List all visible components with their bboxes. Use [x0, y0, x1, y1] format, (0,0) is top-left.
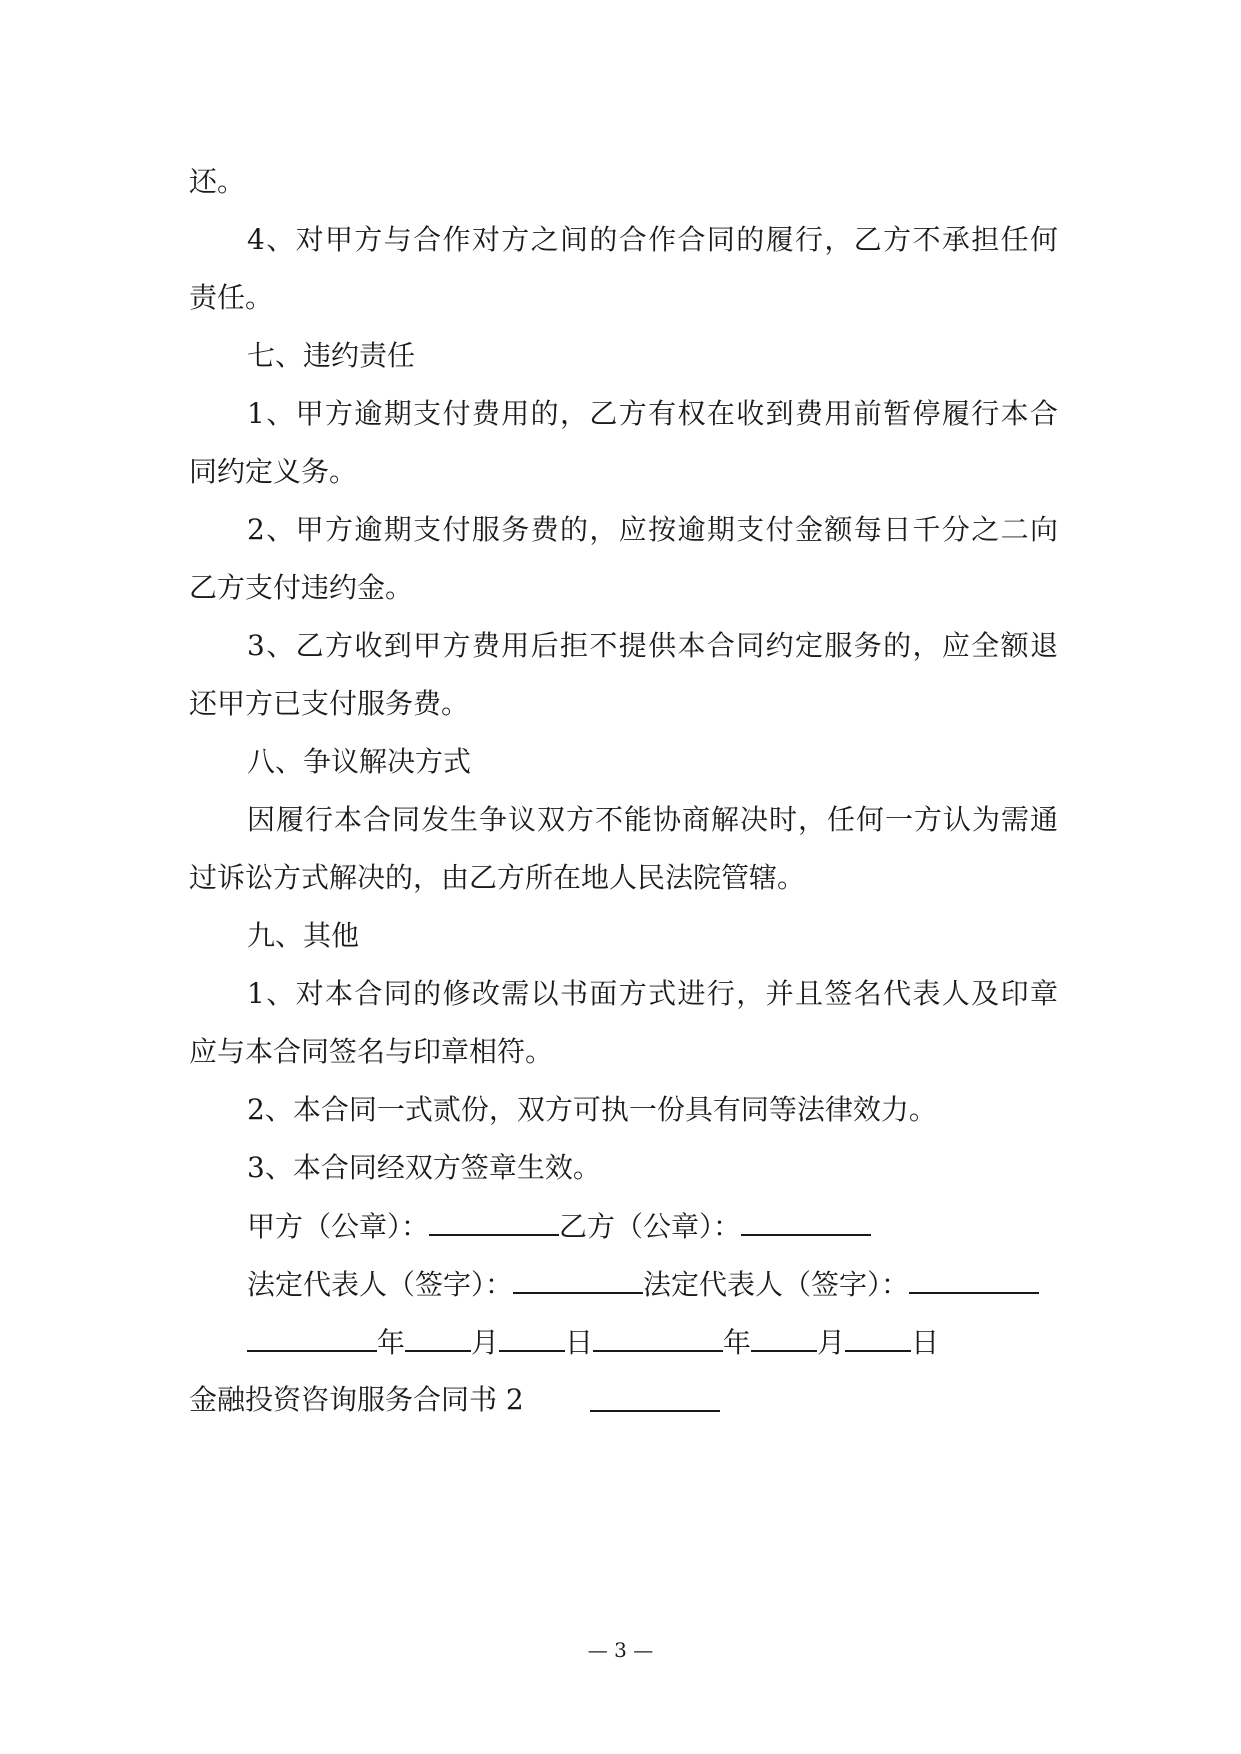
text-line: 1、对本合同的修改需以书面方式进行，并且签名代表人及印章: [247, 977, 1058, 1010]
party-b-seal-label: 乙方（公章）：: [559, 1210, 742, 1243]
date-a-year-blank[interactable]: [247, 1322, 377, 1352]
year-label: 年: [377, 1326, 406, 1359]
date-b-month-blank[interactable]: [751, 1322, 817, 1352]
date-b-day-blank[interactable]: [845, 1322, 911, 1352]
party-b-seal-blank[interactable]: [741, 1206, 871, 1236]
text-line: 3、本合同经双方签章生效。: [247, 1151, 601, 1184]
date-a-month-blank[interactable]: [405, 1322, 471, 1352]
rep-b-blank[interactable]: [909, 1264, 1039, 1294]
date-a-day-blank[interactable]: [499, 1322, 565, 1352]
section-heading: 七、违约责任: [247, 339, 416, 372]
representative-line: [247, 1264, 1039, 1305]
date-line: [247, 1322, 939, 1363]
text-line: 还甲方已支付服务费。: [189, 687, 470, 720]
text-line: 4、对甲方与合作对方之间的合作合同的履行，乙方不承担任何: [247, 223, 1058, 256]
title-trailing-blank: [590, 1382, 720, 1412]
rep-a-label: 法定代表人（签字）：: [247, 1268, 514, 1301]
text-line: 同约定义务。: [189, 455, 358, 488]
rep-a-blank[interactable]: [513, 1264, 643, 1294]
day-label: 日: [565, 1326, 594, 1359]
text-line: 1、甲方逾期支付费用的，乙方有权在收到费用前暂停履行本合: [247, 397, 1058, 430]
section-heading: 九、其他: [247, 919, 360, 952]
text-line: 应与本合同签名与印章相符。: [189, 1035, 554, 1068]
month-label: 月: [471, 1326, 500, 1359]
month-label: 月: [817, 1326, 846, 1359]
seal-line: [247, 1206, 871, 1247]
text-line: 还。: [189, 165, 246, 198]
day-label: 日: [911, 1326, 940, 1359]
page-number: — 3 —: [587, 1638, 654, 1662]
year-label: 年: [723, 1326, 752, 1359]
date-b-year-blank[interactable]: [593, 1322, 723, 1352]
text-line: 2、本合同一式贰份，双方可执一份具有同等法律效力。: [247, 1093, 937, 1126]
text-line: 因履行本合同发生争议双方不能协商解决时，任何一方认为需通: [247, 803, 1058, 836]
text-line: 2、甲方逾期支付服务费的，应按逾期支付金额每日千分之二向: [247, 513, 1058, 546]
text-line: 过诉讼方式解决的，由乙方所在地人民法院管辖。: [189, 861, 806, 894]
next-document-title: 金融投资咨询服务合同书 2: [189, 1383, 524, 1416]
party-a-seal-blank[interactable]: [429, 1206, 559, 1236]
section-heading: 八、争议解决方式: [247, 745, 472, 778]
rep-b-label: 法定代表人（签字）：: [643, 1268, 910, 1301]
text-line: 乙方支付违约金。: [189, 571, 414, 604]
text-line: 3、乙方收到甲方费用后拒不提供本合同约定服务的，应全额退: [247, 629, 1058, 662]
party-a-seal-label: 甲方（公章）：: [247, 1210, 430, 1243]
text-line: 责任。: [189, 281, 274, 314]
